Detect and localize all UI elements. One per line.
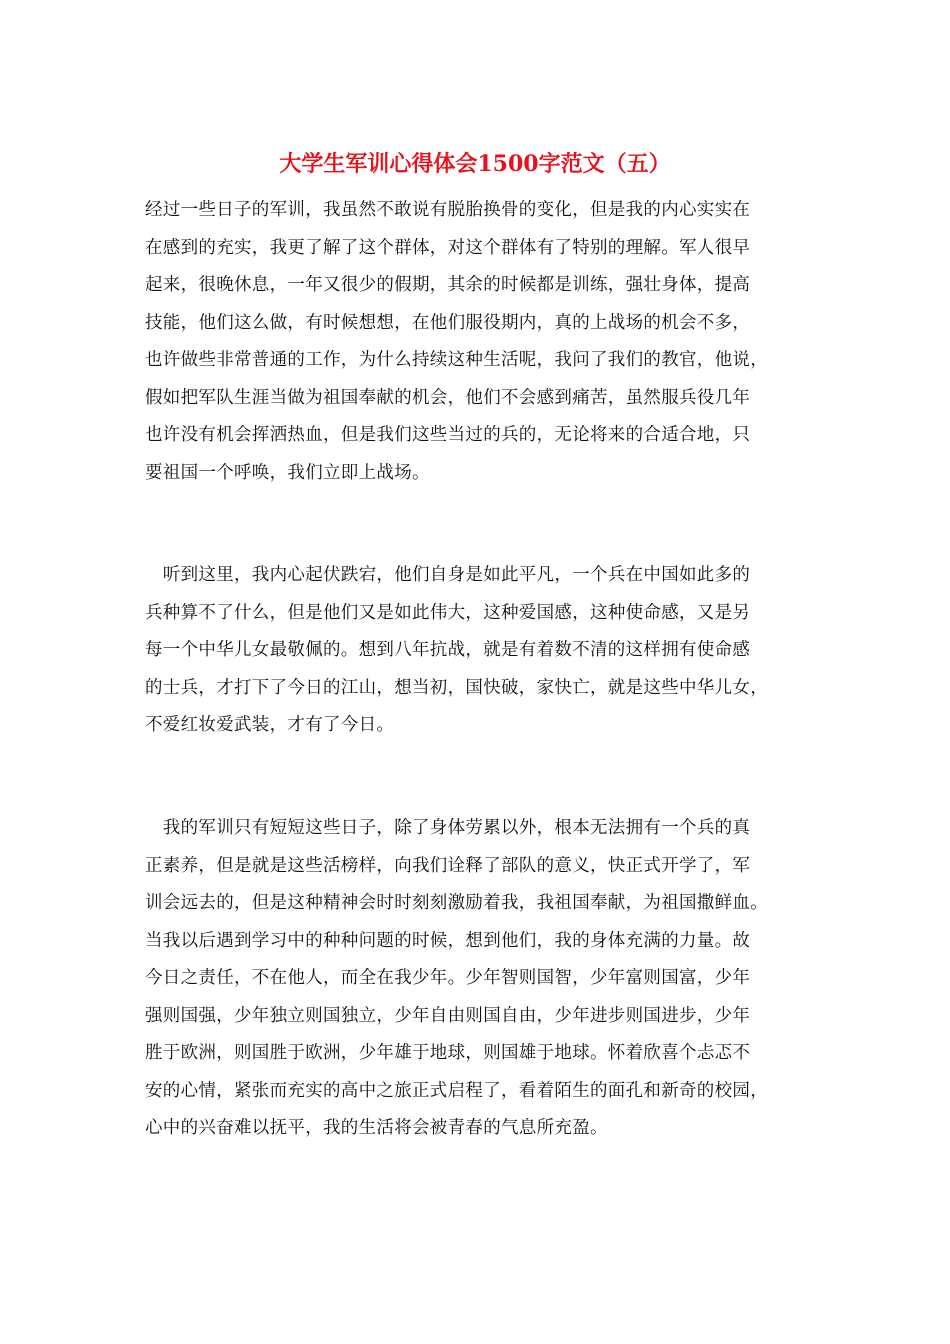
paragraph-line: 起来，很晚休息，一年又很少的假期，其余的时候都是训练，强壮身体，提高	[145, 275, 751, 295]
paragraph-line: 兵种算不了什么，但是他们又是如此伟大，这种爱国感，这种使命感，又是另	[145, 602, 751, 623]
paragraph-line: 也许没有机会挥洒热血，但是我们这些当过的兵的，无论将来的合适合地，只	[145, 425, 751, 445]
paragraph-line: 我的军训只有短短这些日子，除了身体劳累以外，根本无法拥有一个兵的真	[145, 818, 751, 838]
paragraph-line: 今日之责任，不在他人，而全在我少年。少年智则国智，少年富则国富，少年	[145, 968, 751, 988]
paragraph-line: 心中的兴奋难以抚平，我的生活将会被青春的气息所充盈。	[145, 1118, 608, 1138]
paragraph-line: 强则国强，少年独立则国独立，少年自由则国自由，少年进步则国进步，少年	[145, 1005, 751, 1026]
paragraph-line: 训会远去的，但是这种精神会时时刻刻激励着我，我祖国奉献，为祖国撒鲜血。	[145, 893, 768, 913]
paragraph-line: 胜于欧洲，则国胜于欧洲，少年雄于地球，则国雄于地球。怀着欣喜个忐忑不	[145, 1043, 751, 1063]
paragraph-line: 要祖国一个呼唤，我们立即上战场。	[145, 462, 430, 483]
paragraph-line: 也许做些非常普通的工作，为什么持续这种生活呢，我问了我们的教官，他说，	[145, 350, 768, 370]
paragraph-line: 经过一些日子的军训，我虽然不敢说有脱胎换骨的变化，但是我的内心实实在	[145, 200, 751, 220]
paragraph-line: 的士兵，才打下了今日的江山，想当初，国快破，家快亡，就是这些中华儿女，	[145, 677, 768, 698]
paragraph-line: 安的心情，紧张而充实的高中之旅正式启程了，看着陌生的面孔和新奇的校园，	[145, 1080, 768, 1101]
paragraph-3	[145, 810, 815, 1148]
paragraph-line: 听到这里，我内心起伏跌宕，他们自身是如此平凡，一个兵在中国如此多的	[145, 565, 751, 585]
paragraph-line: 假如把军队生涯当做为祖国奉献的机会，他们不会感到痛苦，虽然服兵役几年	[145, 387, 751, 408]
paragraph-line: 技能，他们这么做，有时候想想，在他们服役期内，真的上战场的机会不多，	[145, 312, 751, 333]
paragraph-line: 在感到的充实，我更了解了这个群体，对这个群体有了特别的理解。军人很早	[145, 237, 751, 258]
paragraph-2	[145, 557, 815, 745]
paragraph-line: 每一个中华儿女最敬佩的。想到八年抗战，就是有着数不清的这样拥有使命感	[145, 640, 751, 660]
paragraph-line: 不爱红妆爱武装，才有了今日。	[145, 715, 395, 735]
paragraph-line: 正素养，但是就是这些活榜样，向我们诠释了部队的意义，快正式开学了，军	[145, 855, 751, 876]
document-title: 大学生军训心得体会1500字范文（五）	[279, 151, 671, 177]
paragraph-line: 当我以后遇到学习中的种种问题的时候，想到他们，我的身体充满的力量。故	[145, 930, 751, 951]
paragraph-1	[145, 192, 815, 492]
